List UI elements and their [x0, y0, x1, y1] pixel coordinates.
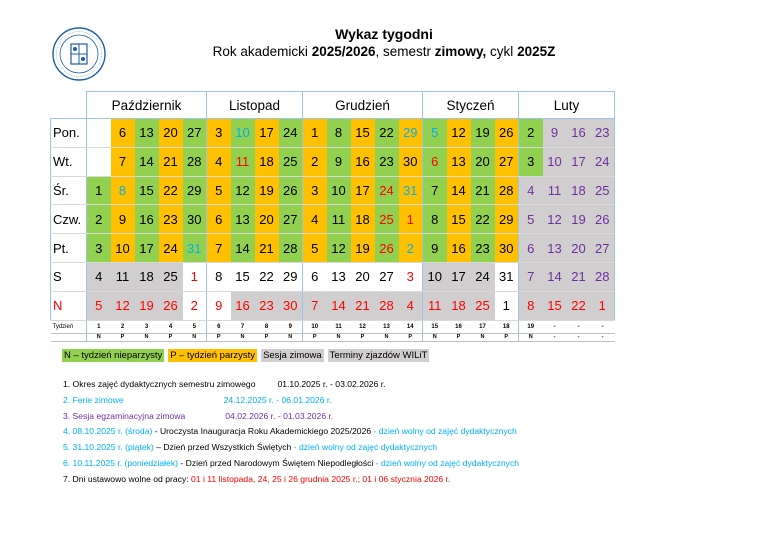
day-label: N [51, 291, 87, 320]
day-cell: 14 [231, 234, 255, 263]
day-cell: 24 [591, 147, 615, 176]
day-cell: 2 [183, 291, 207, 320]
day-cell: 21 [471, 176, 495, 205]
week-number: 10 [303, 320, 327, 333]
day-cell: 20 [159, 119, 183, 148]
day-cell: 30 [399, 147, 423, 176]
day-cell: 26 [279, 176, 303, 205]
day-cell: 21 [351, 291, 375, 320]
day-label: Pt. [51, 234, 87, 263]
day-cell: 11 [231, 147, 255, 176]
week-number: 18 [495, 320, 519, 333]
week-parity: N [231, 333, 255, 341]
day-cell: 27 [591, 234, 615, 263]
day-cell: 17 [567, 147, 591, 176]
day-cell: 14 [543, 262, 567, 291]
day-cell: 19 [351, 234, 375, 263]
day-cell: 17 [351, 176, 375, 205]
day-cell: 15 [351, 119, 375, 148]
week-parity: N [279, 333, 303, 341]
day-cell: 19 [135, 291, 159, 320]
note-1: 1. Okres zajęć dydaktycznych semestru zimowego 01.10.2025 r. - 03.02.2026 r. [63, 379, 386, 389]
week-number: 1 [87, 320, 111, 333]
day-cell: 10 [231, 119, 255, 148]
day-cell: 2 [87, 205, 111, 234]
day-cell: 25 [375, 205, 399, 234]
day-cell: 16 [135, 205, 159, 234]
week-number: 8 [255, 320, 279, 333]
day-row [51, 291, 615, 320]
day-cell: 28 [591, 262, 615, 291]
note-5: 5. 31.10.2025 r. (piątek) – Dzień przed Wszystkich Świętych - dzień wolny od zajęć dydaktycznych [63, 442, 438, 453]
day-label: Pon. [51, 119, 87, 148]
day-cell: 23 [159, 205, 183, 234]
week-parity: P [495, 333, 519, 341]
day-cell: 7 [207, 234, 231, 263]
day-cell: 1 [87, 176, 111, 205]
month-header: Grudzień [303, 92, 423, 119]
week-number: 7 [231, 320, 255, 333]
day-cell: 2 [519, 119, 543, 148]
day-cell: 27 [279, 205, 303, 234]
day-cell: 21 [567, 262, 591, 291]
day-cell: 11 [111, 262, 135, 291]
day-cell: 22 [471, 205, 495, 234]
day-cell: 13 [231, 205, 255, 234]
week-number: 11 [327, 320, 351, 333]
day-cell: 1 [399, 205, 423, 234]
page-header [0, 26, 768, 61]
day-cell: 6 [303, 262, 327, 291]
day-cell: 23 [375, 147, 399, 176]
week-number: 19 [519, 320, 543, 333]
day-cell: 10 [111, 234, 135, 263]
day-cell: 29 [495, 205, 519, 234]
day-cell: 2 [399, 234, 423, 263]
day-cell: 8 [519, 291, 543, 320]
day-cell: 14 [447, 176, 471, 205]
day-cell: 12 [111, 291, 135, 320]
day-cell: 16 [567, 119, 591, 148]
day-cell: 20 [351, 262, 375, 291]
week-parity: P [447, 333, 471, 341]
week-label: Tydzień [51, 320, 87, 333]
day-cell: 24 [279, 119, 303, 148]
day-cell: 1 [591, 291, 615, 320]
day-cell [87, 119, 111, 148]
day-cell: 29 [183, 176, 207, 205]
day-cell: 8 [111, 176, 135, 205]
day-cell: 15 [135, 176, 159, 205]
day-cell: 31 [183, 234, 207, 263]
day-cell: 23 [255, 291, 279, 320]
day-cell: 11 [327, 205, 351, 234]
day-cell: 4 [87, 262, 111, 291]
week-parity: - [591, 333, 615, 341]
note-6: 6. 10.11.2025 r. (poniedziałek) - Dzień przed Narodowym Świętem Niepodległości - dzień wolny od zajęć dydaktycznych [63, 457, 520, 468]
day-cell: 12 [231, 176, 255, 205]
day-cell: 20 [567, 234, 591, 263]
day-cell: 6 [207, 205, 231, 234]
legend [62, 349, 433, 362]
day-cell: 3 [399, 262, 423, 291]
day-cell: 2 [303, 147, 327, 176]
week-calendar-table [50, 91, 615, 342]
day-cell: 28 [375, 291, 399, 320]
legend-wilit-dates: Terminy zjazdów WILiT [329, 350, 428, 361]
day-cell: 11 [543, 176, 567, 205]
day-cell: 4 [399, 291, 423, 320]
month-header: Październik [87, 92, 207, 119]
week-parity: N [87, 333, 111, 341]
day-row [51, 119, 615, 148]
day-cell: 28 [495, 176, 519, 205]
day-cell: 3 [519, 147, 543, 176]
day-cell: 17 [135, 234, 159, 263]
day-cell: 8 [207, 262, 231, 291]
week-number: 9 [279, 320, 303, 333]
day-cell: 12 [327, 234, 351, 263]
day-cell: 28 [183, 147, 207, 176]
day-cell: 9 [111, 205, 135, 234]
day-cell: 7 [111, 147, 135, 176]
day-cell: 30 [495, 234, 519, 263]
week-number: 6 [207, 320, 231, 333]
week-parity: N [519, 333, 543, 341]
day-cell: 15 [231, 262, 255, 291]
day-cell: 19 [567, 205, 591, 234]
day-cell: 8 [423, 205, 447, 234]
day-cell: 10 [543, 147, 567, 176]
day-cell: 5 [423, 119, 447, 148]
legend-odd-week: N – tydzień nieparzysty [64, 350, 163, 361]
day-cell: 29 [399, 119, 423, 148]
day-cell: 13 [447, 147, 471, 176]
month-header: Listopad [207, 92, 303, 119]
week-parity: N [135, 333, 159, 341]
day-cell: 11 [423, 291, 447, 320]
day-row [51, 205, 615, 234]
page-subtitle: Rok akademicki 2025/2026, semestr zimowy, cykl 2025Z [212, 44, 556, 59]
day-cell: 9 [207, 291, 231, 320]
day-row [51, 262, 615, 291]
month-header: Styczeń [423, 92, 519, 119]
day-label: S [51, 262, 87, 291]
day-cell: 23 [591, 119, 615, 148]
day-cell: 9 [327, 147, 351, 176]
day-cell: 31 [399, 176, 423, 205]
day-row [51, 176, 615, 205]
week-parity: - [567, 333, 591, 341]
day-cell: 3 [303, 176, 327, 205]
week-number: 15 [423, 320, 447, 333]
note-7: 7. Dni ustawowo wolne od pracy: 01 i 11 listopada, 24, 25 i 26 grudnia 2025 r.; 01 i 06 stycznia 2026 r. [63, 473, 451, 484]
day-cell: 7 [423, 176, 447, 205]
day-cell: 29 [279, 262, 303, 291]
day-cell: 25 [471, 291, 495, 320]
week-parity: P [351, 333, 375, 341]
week-parity: N [375, 333, 399, 341]
day-cell: 24 [375, 176, 399, 205]
day-cell: 1 [183, 262, 207, 291]
day-cell: 10 [423, 262, 447, 291]
day-cell: 18 [135, 262, 159, 291]
day-cell: 4 [519, 176, 543, 205]
day-cell: 4 [303, 205, 327, 234]
day-cell: 14 [327, 291, 351, 320]
day-cell: 12 [447, 119, 471, 148]
day-cell: 27 [183, 119, 207, 148]
day-cell: 13 [327, 262, 351, 291]
day-cell: 28 [279, 234, 303, 263]
week-number: 5 [183, 320, 207, 333]
day-cell: 18 [447, 291, 471, 320]
day-cell: 4 [207, 147, 231, 176]
day-cell: 6 [111, 119, 135, 148]
day-cell: 17 [255, 119, 279, 148]
week-number: 12 [351, 320, 375, 333]
day-cell: 5 [303, 234, 327, 263]
day-cell: 8 [327, 119, 351, 148]
week-number: - [567, 320, 591, 333]
day-cell: 16 [351, 147, 375, 176]
week-number: - [591, 320, 615, 333]
page-title: Wykaz tygodni [335, 26, 433, 42]
day-cell: 5 [519, 205, 543, 234]
day-cell: 26 [375, 234, 399, 263]
week-parity: N [471, 333, 495, 341]
week-parity: P [159, 333, 183, 341]
day-cell: 21 [159, 147, 183, 176]
day-cell: 26 [591, 205, 615, 234]
day-cell: 9 [543, 119, 567, 148]
week-number: - [543, 320, 567, 333]
day-cell: 12 [543, 205, 567, 234]
week-parity: N [423, 333, 447, 341]
day-label: Śr. [51, 176, 87, 205]
week-parity: N [183, 333, 207, 341]
week-parity: P [399, 333, 423, 341]
week-number: 14 [399, 320, 423, 333]
day-cell: 23 [471, 234, 495, 263]
day-cell: 15 [447, 205, 471, 234]
note-4: 4. 08.10.2025 r. (środa) - Uroczysta Inauguracja Roku Akademickiego 2025/2026 - dzień wolny od zajęć dydaktycznych [63, 426, 517, 437]
day-cell: 7 [519, 262, 543, 291]
day-cell: 16 [447, 234, 471, 263]
legend-exam-session: Sesja zimowa [263, 350, 322, 361]
day-cell: 27 [375, 262, 399, 291]
day-cell: 7 [303, 291, 327, 320]
day-cell: 19 [471, 119, 495, 148]
day-cell: 25 [591, 176, 615, 205]
week-number: 2 [111, 320, 135, 333]
day-cell: 24 [159, 234, 183, 263]
week-parity: P [303, 333, 327, 341]
week-parity: P [111, 333, 135, 341]
week-number: 13 [375, 320, 399, 333]
day-cell: 16 [231, 291, 255, 320]
day-label: Wt. [51, 147, 87, 176]
day-cell: 13 [543, 234, 567, 263]
day-cell: 19 [255, 176, 279, 205]
day-cell: 14 [135, 147, 159, 176]
day-cell: 26 [159, 291, 183, 320]
week-parity: P [207, 333, 231, 341]
day-cell: 21 [255, 234, 279, 263]
day-cell: 27 [495, 147, 519, 176]
week-number: 4 [159, 320, 183, 333]
note-3: 3. Sesja egzaminacyjna zimowa 04.02.2026 r. - 01.03.2026 r. [63, 410, 334, 421]
day-cell: 31 [495, 262, 519, 291]
day-cell: 22 [567, 291, 591, 320]
day-cell: 24 [471, 262, 495, 291]
day-cell: 3 [87, 234, 111, 263]
day-cell: 15 [543, 291, 567, 320]
day-cell: 3 [207, 119, 231, 148]
day-cell: 22 [159, 176, 183, 205]
day-cell: 5 [87, 291, 111, 320]
week-number: 3 [135, 320, 159, 333]
day-cell: 5 [207, 176, 231, 205]
day-cell: 1 [495, 291, 519, 320]
day-cell: 26 [495, 119, 519, 148]
day-cell: 9 [423, 234, 447, 263]
day-cell: 6 [519, 234, 543, 263]
note-2: 2. Ferie zimowe 24.12.2025 r. - 06.01.2026 r. [63, 394, 332, 405]
month-header: Luty [519, 92, 615, 119]
week-number: 16 [447, 320, 471, 333]
day-cell: 6 [423, 147, 447, 176]
day-cell: 22 [255, 262, 279, 291]
day-row [51, 234, 615, 263]
day-cell: 17 [447, 262, 471, 291]
day-cell: 10 [327, 176, 351, 205]
legend-even-week: P – tydzień parzysty [170, 350, 256, 361]
day-cell: 18 [255, 147, 279, 176]
day-cell: 13 [135, 119, 159, 148]
day-cell: 22 [375, 119, 399, 148]
day-row [51, 147, 615, 176]
week-parity: N [327, 333, 351, 341]
day-cell: 25 [159, 262, 183, 291]
week-parity: P [255, 333, 279, 341]
notes-list [63, 377, 763, 488]
day-cell: 25 [279, 147, 303, 176]
day-cell [87, 147, 111, 176]
week-parity: - [543, 333, 567, 341]
day-cell: 30 [183, 205, 207, 234]
day-cell: 18 [351, 205, 375, 234]
day-cell: 18 [567, 176, 591, 205]
week-number: 17 [471, 320, 495, 333]
day-cell: 30 [279, 291, 303, 320]
day-cell: 20 [471, 147, 495, 176]
day-cell: 20 [255, 205, 279, 234]
day-label: Czw. [51, 205, 87, 234]
day-cell: 1 [303, 119, 327, 148]
